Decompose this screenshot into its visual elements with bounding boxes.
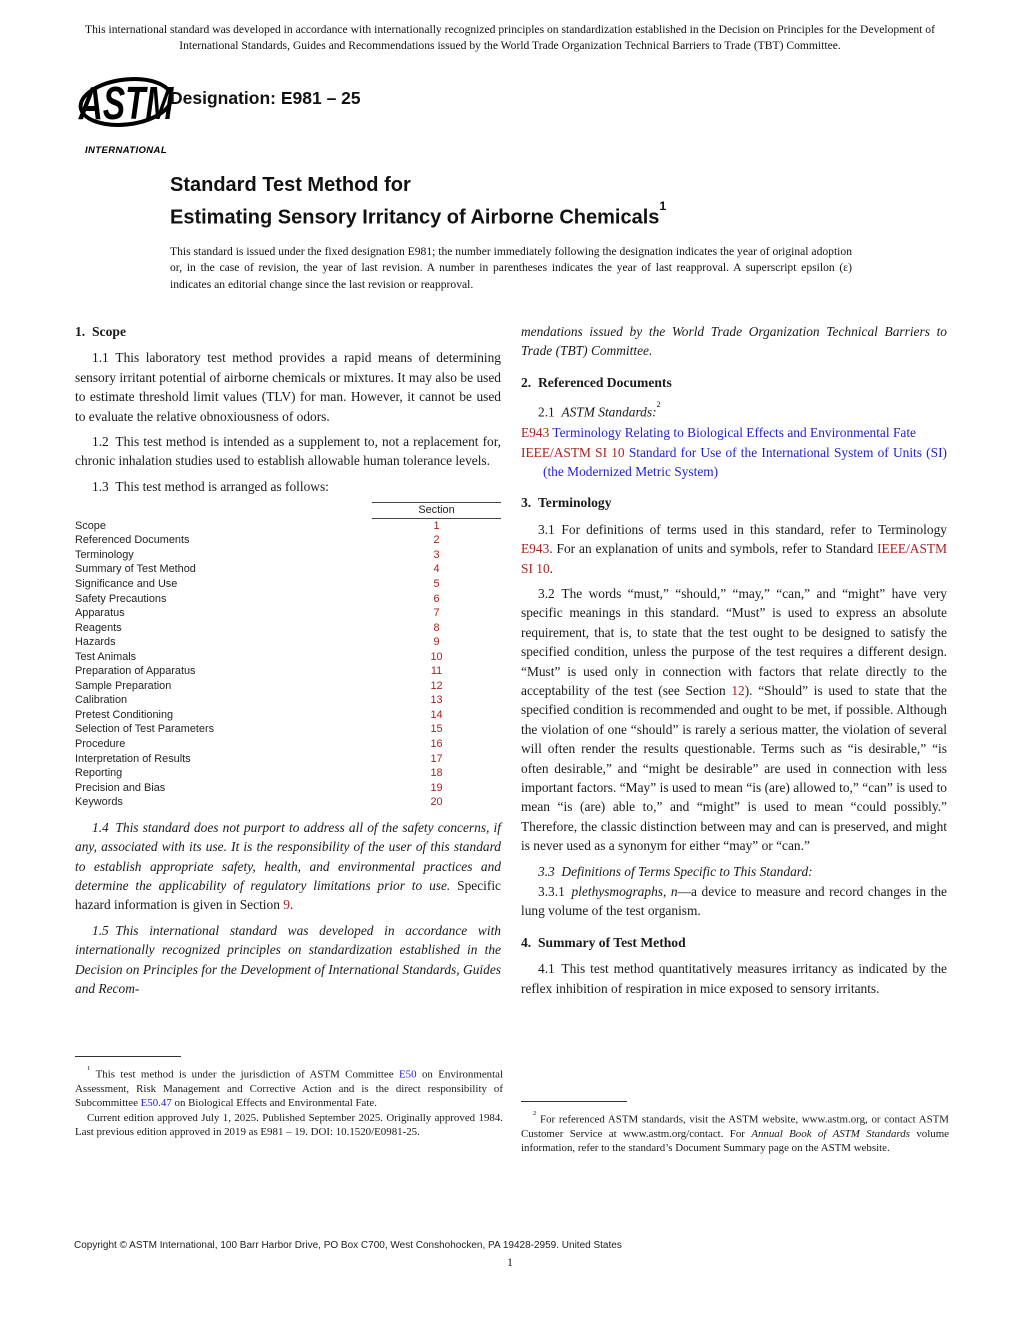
copyright-line: Copyright © ASTM International, 100 Barr Harbor Drive, PO Box C700, West Conshohocken, PA 19428-2959. United States [74, 1240, 622, 1251]
toc-row [75, 795, 501, 810]
footnote-1-edition: Current edition approved July 1, 2025. Published September 2025. Originally approved 1984. Last previous edition approved in 2019 as E981 – 19. DOI: 10.1520/E0981-25. [75, 1111, 503, 1139]
footnote-2-text: $^2$ For referenced ASTM standards, visit the ASTM website, www.astm.org, or contact ASTM Customer Service at www.astm.org/contact. For Annual Book of ASTM Standards volume information, refer to the standard’s Document Summary page on the ASTM website. [521, 1109, 950, 1155]
toc-item-label: Reporting [75, 767, 123, 780]
paragraph-3-2: 3.2 The words “must,” “should,” “may,” “can,” and “might” have very specific meanings in this standard. “Must” is used to express an absolute requirement, that is, to state that the test ought to be designed to satisfy the specified condition, unless the purpose of the test requires a different design. “Must” is used only in connection with factors that relate directly to the acceptability of the test (see Section 12). “Should” is used to state that the specified condition is recommended and ought to be met, if possible. Although the violation of one “should” is rarely a serious matter, the violation of several will often render the results questionable. Terms such as “is desirable,” “is often desirable,” and “might be desirable” are used in connection with less important factors. “May” is used to mean “is (are) allowed to,” “can” is used to mean “is (are) able to,” and “might” is used to mean “could possibly.” Therefore, the classic distinction between may and can is preserved, and might is never used as a synonym for either “may” or “can.” [521, 585, 947, 854]
document-title [170, 172, 870, 232]
toc-item-label: Selection of Test Parameters [75, 723, 215, 736]
toc-item-label: Test Animals [75, 650, 137, 663]
toc-row [75, 722, 501, 737]
footnote-divider [75, 1056, 181, 1057]
toc-section-link[interactable]: 13 [430, 694, 443, 707]
toc-item-label: Procedure [75, 738, 126, 750]
toc-section-link[interactable]: 5 [433, 577, 440, 590]
toc-row [75, 650, 501, 665]
e943-inline-link[interactable]: E943 [521, 541, 550, 557]
astm-logo [76, 66, 176, 156]
toc-row [75, 737, 501, 752]
section-heading-summary: 4. Summary of Test Method [521, 934, 686, 950]
toc-section-link[interactable]: 17 [430, 752, 443, 765]
astm-logo-subtitle: INTERNATIONAL [84, 145, 168, 156]
e50-link[interactable]: E50 [399, 1068, 417, 1081]
toc-item-label: Referenced Documents [75, 534, 190, 547]
toc-section-link[interactable]: 7 [433, 607, 440, 620]
toc-row [75, 635, 501, 650]
paragraph-1-5-continued: mendations issued by the World Trade Organization Technical Barriers to Trade (TBT) Committee. [521, 324, 947, 359]
paragraph-1-1: 1.1 This laboratory test method provides a rapid means of determining sensory irritant potential of airborne chemicals or mixtures. It may also be used to estimate threshold limit values (TLV) for man. However, it cannot be used to evaluate the relative obnoxiousness of odors. [75, 350, 501, 424]
toc-item-label: Sample Preparation [75, 679, 172, 692]
toc-section-link[interactable]: 10 [430, 650, 443, 663]
toc-section-link[interactable]: 6 [433, 592, 440, 605]
section-12-link[interactable]: 12 [731, 682, 745, 698]
toc-row [75, 592, 501, 607]
paragraph-3-1: 3.1 For definitions of terms used in this standard, refer to Terminology E943. For an explanation of units and symbols, refer to Standard IEEE/ASTM SI 10. [521, 521, 947, 576]
paragraph-3-3: 3.3 Definitions of Terms Specific to This Standard: [538, 863, 813, 879]
toc-row [75, 577, 501, 592]
designation-label: Designation: E981 – 25 [170, 88, 361, 108]
toc-section-link[interactable]: 8 [433, 621, 440, 634]
toc-section-link[interactable]: 19 [430, 781, 443, 794]
left-column [75, 322, 501, 1004]
section-heading-terminology: 3. Terminology [521, 495, 612, 511]
toc-section-header: Section [372, 502, 501, 519]
paragraph-3-3-1: 3.3.1 plethysmographs, n—a device to measure and record changes in the lung volume of the test organism. [521, 884, 947, 919]
paragraph-1-4: 1.4 This standard does not purport to address all of the safety concerns, if any, associated with its use. It is the responsibility of the user of this standard to establish appropriate safety, health, and environmental practices and determine the applicability of regulatory limitations prior to use. Specific hazard information is given in Section 9. [75, 819, 501, 913]
toc-row [75, 606, 501, 621]
toc-item-label: Calibration [75, 694, 128, 707]
toc-item-label: Reagents [75, 621, 122, 634]
toc-item-label: Precision and Bias [75, 781, 166, 794]
issue-note: This standard is issued under the fixed designation E981; the number immediately following the designation indicates the year of original adoption or, in the case of revision, the year of last revision. A number in parentheses indicates the year of last reapproval. A superscript epsilon (ε) indicates an editorial change since the last revision or reapproval. [170, 245, 852, 291]
wto-disclaimer: This international standard was developed in accordance with internationally recognized principles on standardization established in the Decision on Principles for the Development of International Standards, Guides and Recommendations issued by the World Trade Organization Technical Barriers to Trade (TBT) Committee. [85, 23, 935, 52]
section-heading-scope: 1. Scope [75, 324, 126, 339]
toc-section-link[interactable]: 11 [430, 665, 443, 678]
toc-row [75, 766, 501, 781]
si10-inline-link[interactable]: IEEE/ASTM SI 10 [521, 541, 947, 576]
toc-row [75, 693, 501, 708]
footnote-2-ref[interactable]: 2 [656, 400, 661, 410]
page-number: 1 [507, 1257, 513, 1269]
toc-section-link[interactable]: 3 [433, 548, 440, 561]
toc-row [75, 679, 501, 694]
svg-text:ASTM: ASTM [78, 76, 174, 130]
e943-title-link[interactable]: Terminology Relating to Biological Effects and Environmental Fate [549, 425, 916, 441]
footnote-divider [521, 1101, 627, 1102]
si10-link[interactable]: IEEE/ASTM SI 10 [521, 444, 625, 460]
toc-item-label: Scope [75, 519, 106, 532]
toc-item-label: Pretest Conditioning [75, 708, 174, 721]
toc-section-link[interactable]: 18 [430, 767, 443, 780]
toc-section-link[interactable]: 4 [433, 563, 440, 576]
title-line-1: Standard Test Method for [170, 174, 411, 196]
toc-section-link[interactable]: 20 [430, 796, 443, 809]
table-of-contents [75, 502, 501, 809]
footnote-1 [75, 1056, 503, 1140]
toc-item-label: Preparation of Apparatus [75, 665, 196, 678]
title-footnote-ref[interactable]: 1 [659, 199, 667, 214]
toc-row [75, 708, 501, 723]
toc-item-label: Hazards [75, 636, 116, 649]
paragraph-1-3: 1.3 This test method is arranged as follows: [92, 478, 329, 494]
si10-title-link[interactable]: Standard for Use of the International System of Units (SI) (the Modernized Metric System) [543, 444, 947, 479]
toc-section-link[interactable]: 14 [430, 708, 443, 721]
toc-item-label: Summary of Test Method [75, 563, 196, 576]
toc-row [75, 781, 501, 796]
section-heading-referenced-documents: 2. Referenced Documents [521, 374, 672, 390]
footnote-2 [521, 1101, 949, 1156]
toc-section-link[interactable]: 1 [433, 519, 440, 532]
paragraph-4-1: 4.1 This test method quantitatively measures irritancy as indicated by the reflex inhibition of respiration in mice exposed to sensory irritants. [521, 961, 947, 996]
toc-item-label: Significance and Use [75, 577, 178, 590]
toc-item-label: Interpretation of Results [75, 752, 191, 765]
reference-ieee-astm-si10 [521, 443, 947, 482]
toc-section-link[interactable]: 16 [430, 738, 443, 750]
e943-link[interactable]: E943 [521, 425, 550, 441]
paragraph-1-5: 1.5 This international standard was developed in accordance with internationally recognized principles on standardization established in the Decision on Principles for the Development of International Standards, Guides and Recom- [75, 922, 501, 996]
toc-row [75, 664, 501, 679]
toc-row [75, 519, 501, 534]
e50-47-link[interactable]: E50.47 [140, 1097, 172, 1110]
toc-row [75, 548, 501, 563]
toc-row [75, 621, 501, 636]
right-column [521, 322, 947, 1004]
toc-section-link[interactable]: 9 [433, 636, 440, 649]
toc-section-link[interactable]: 15 [430, 723, 443, 736]
toc-item-label: Safety Precautions [75, 592, 167, 605]
toc-section-link[interactable]: 2 [433, 534, 440, 547]
section-9-link[interactable]: 9 [283, 897, 290, 913]
toc-row [75, 562, 501, 577]
toc-item-label: Apparatus [75, 607, 125, 620]
paragraph-2-1: 2.1 ASTM Standards:$^2$ [538, 400, 661, 420]
toc-section-link[interactable]: 12 [430, 679, 443, 692]
toc-row [75, 752, 501, 767]
paragraph-1-2: 1.2 This test method is intended as a supplement to, not a replacement for, chronic inhalation studies used to establish allowable human tolerance levels. [75, 434, 501, 469]
toc-item-label: Terminology [75, 548, 134, 561]
toc-row [75, 533, 501, 548]
title-line-2: Estimating Sensory Irritancy of Airborne Chemicals$^1$ [170, 199, 667, 229]
reference-e943 [521, 423, 947, 442]
footnote-1-text: $^1$ This test method is under the jurisdiction of ASTM Committee E50 on Environmental Assessment, Risk Management and Corrective Action and is the direct responsibility of Subcommittee E50.47 on Biological Effects and Environmental Fate. [75, 1064, 503, 1110]
toc-item-label: Keywords [75, 796, 123, 809]
astm-logo-mark [78, 66, 174, 142]
